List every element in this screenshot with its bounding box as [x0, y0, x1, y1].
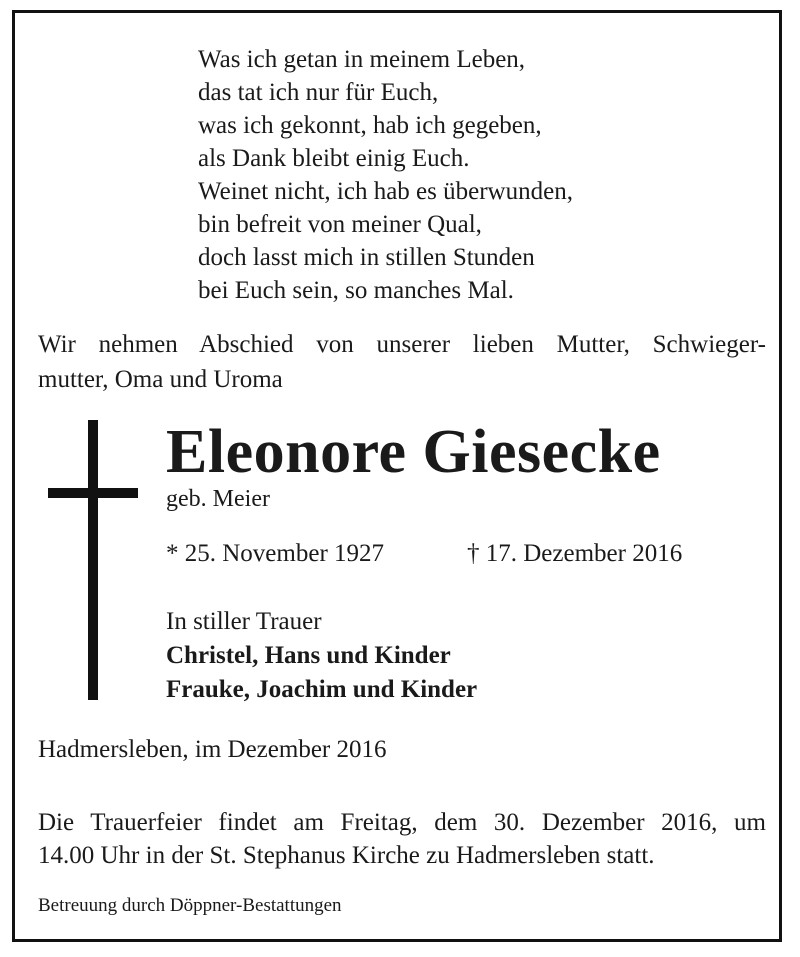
poem-line: Weinet nicht, ich hab es überwunden,: [198, 178, 573, 205]
service-line: Die Trauerfeier findet am Freitag, dem 30. Dezember 2016, um: [38, 809, 766, 836]
cross-vertical-bar: [88, 420, 98, 700]
farewell-line: mutter, Oma und Uroma: [38, 366, 283, 393]
poem-line: bin befreit von meiner Qual,: [198, 211, 482, 238]
cross-icon: [48, 420, 140, 700]
poem-line: bei Euch sein, so manches Mal.: [198, 277, 514, 304]
cross-horizontal-bar: [48, 488, 138, 498]
poem: [198, 43, 573, 307]
mourners-family: Frauke, Joachim und Kinder: [166, 676, 478, 703]
birth-name: geb. Meier: [166, 486, 270, 512]
poem-line: doch lasst mich in stillen Stunden: [198, 244, 535, 271]
funeral-home-credit: Betreuung durch Döppner-Bestattungen: [38, 895, 342, 916]
poem-line: was ich gekonnt, hab ich gegeben,: [198, 112, 542, 139]
mourners-intro: In stiller Trauer: [166, 608, 322, 635]
mourners: [166, 605, 477, 707]
poem-line: als Dank bleibt einig Euch.: [198, 145, 470, 172]
mourners-family: Christel, Hans und Kinder: [166, 642, 451, 669]
death-date: † 17. Dezember 2016: [467, 540, 683, 567]
place-date: Hadmersleben, im Dezember 2016: [38, 736, 387, 763]
poem-line: das tat ich nur für Euch,: [198, 79, 439, 106]
birth-date: * 25. November 1927: [166, 540, 385, 567]
farewell-text: [38, 327, 766, 397]
deceased-name: Eleonore Giesecke: [166, 418, 661, 486]
farewell-line: Wir nehmen Abschied von unserer lieben Mutter, Schwieger-: [38, 331, 766, 358]
service-info: [38, 806, 766, 872]
service-line: 14.00 Uhr in der St. Stephanus Kirche zu Hadmersleben statt.: [38, 842, 655, 869]
poem-line: Was ich getan in meinem Leben,: [198, 46, 526, 73]
